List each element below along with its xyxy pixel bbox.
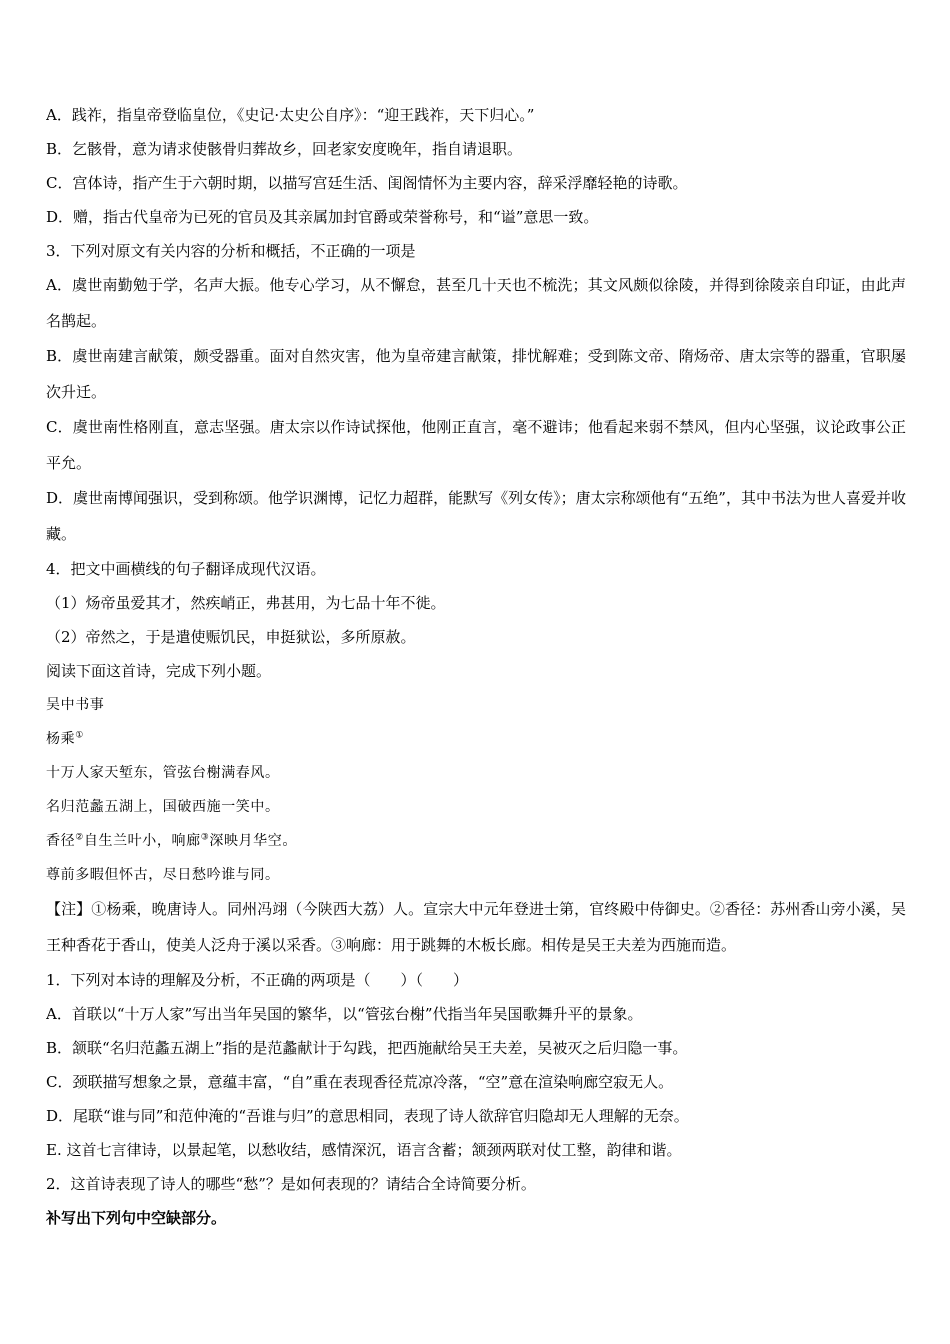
poem-notes: 【注】①杨乘，晚唐诗人。同州冯翊（今陕西大荔）人。宣宗大中元年登进士第，官终殿中侍御史。②香径：苏州香山旁小溪，吴王种香花于香山，使美人泛舟于溪以采香。③响廊：用于跳舞的木板长廊。相传是吴王夫差为西施而造。 <box>46 900 906 954</box>
option-d-zeng: D．赠，指古代皇帝为已死的官员及其亲属加封官爵或荣誉称号，和“谥”意思一致。 <box>46 208 599 226</box>
footnote-marker: ② <box>75 832 84 843</box>
poem-question-1-option-d: D．尾联“谁与同”和范仲淹的“吾谁与归”的意思相同，表现了诗人欲辞官归隐却无人理解的无奈。 <box>46 1107 689 1125</box>
question-3-option-a: A．虞世南勤勉于学，名声大振。他专心学习，从不懈怠，甚至几十天也不梳洗；其文风颇似徐陵，并得到徐陵亲自印证，由此声名鹊起。 <box>46 276 906 330</box>
option-a-jianzuo: A．践祚，指皇帝登临皇位，《史记·太史公自序》：“迎王践祚，天下归心。” <box>46 106 535 124</box>
poem-question-1-option-b: B．颔联“名归范蠡五湖上”指的是范蠡献计于勾践，把西施献给吴王夫差，吴被灭之后归隐一事。 <box>46 1039 688 1057</box>
poem-intro: 阅读下面这首诗，完成下列小题。 <box>46 662 272 680</box>
footnote-marker: ③ <box>200 832 210 843</box>
section-heading: 补写出下列句中空缺部分。 <box>46 1209 227 1227</box>
question-3-option-d: D．虞世南博闻强识，受到称颂。他学识渊博，记忆力超群，能默写《列女传》；唐太宗称颂他有“五绝”，其中书法为世人喜爱并收藏。 <box>46 489 906 543</box>
poem-line-3-part-c: 深映月华空。 <box>209 833 297 849</box>
question-3-option-b: B．虞世南建言献策，颇受器重。面对自然灾害，他为皇帝建言献策，排忧解难；受到陈文帝、隋炀帝、唐太宗等的器重，官职屡次升迁。 <box>46 347 906 401</box>
question-3-stem: 3．下列对原文有关内容的分析和概括，不正确的一项是 <box>46 242 416 260</box>
poem-question-2: 2．这首诗表现了诗人的哪些“愁”？是如何表现的？请结合全诗简要分析。 <box>46 1175 536 1193</box>
poem-author-name: 杨乘 <box>46 731 76 747</box>
option-b-qihaigu: B．乞骸骨，意为请求使骸骨归葬故乡，回老家安度晚年，指自请退职。 <box>46 140 523 158</box>
poem-line-3-part-a: 香径 <box>46 833 76 849</box>
poem-line-4: 尊前多暇但怀古，尽日愁吟谁与同。 <box>46 867 280 883</box>
poem-question-1-stem: 1．下列对本诗的理解及分析，不正确的两项是（ ）（ ） <box>46 971 469 989</box>
poem-question-1-option-a: A．首联以“十万人家”写出当年吴国的繁华，以“管弦台榭”代指当年吴国歌舞升平的景象。 <box>46 1005 643 1023</box>
question-4-item-1: （1）炀帝虽爱其才，然疾峭正，弗甚用，为七品十年不徙。 <box>46 594 446 612</box>
question-4-item-2: （2）帝然之，于是遣使赈饥民，申挺狱讼，多所原赦。 <box>46 628 416 646</box>
option-c-gongtishi: C．宫体诗，指产生于六朝时期，以描写宫廷生活、闺阁情怀为主要内容，辞采浮靡轻艳的诗歌。 <box>46 174 688 192</box>
question-3-option-c: C．虞世南性格刚直，意志坚强。唐太宗以作诗试探他，他刚正直言，毫不避讳；他看起来弱不禁风，但内心坚强，议论政事公正平允。 <box>46 418 906 472</box>
poem-line-3-part-b: 自生兰叶小，响廊 <box>83 833 201 849</box>
poem-title: 吴中书事 <box>46 697 105 713</box>
poem-author <box>46 722 906 756</box>
poem-line-2: 名归范蠡五湖上，国破西施一笑中。 <box>46 799 280 815</box>
poem-question-1-option-e: E. 这首七言律诗，以景起笔，以愁收结，感情深沉，语言含蓄；颔颈两联对仗工整，韵律和谐。 <box>46 1141 682 1159</box>
poem-line-3 <box>46 824 906 858</box>
poem-line-1: 十万人家天堑东，管弦台榭满春风。 <box>46 765 280 781</box>
document-content <box>46 98 906 1235</box>
poem-question-1-option-c: C．颈联描写想象之景，意蕴丰富，“自”重在表现香径荒凉冷落，“空”意在渲染响廊空寂无人。 <box>46 1073 674 1091</box>
footnote-marker: ① <box>75 730 84 741</box>
question-4-stem: 4．把文中画横线的句子翻译成现代汉语。 <box>46 560 326 578</box>
